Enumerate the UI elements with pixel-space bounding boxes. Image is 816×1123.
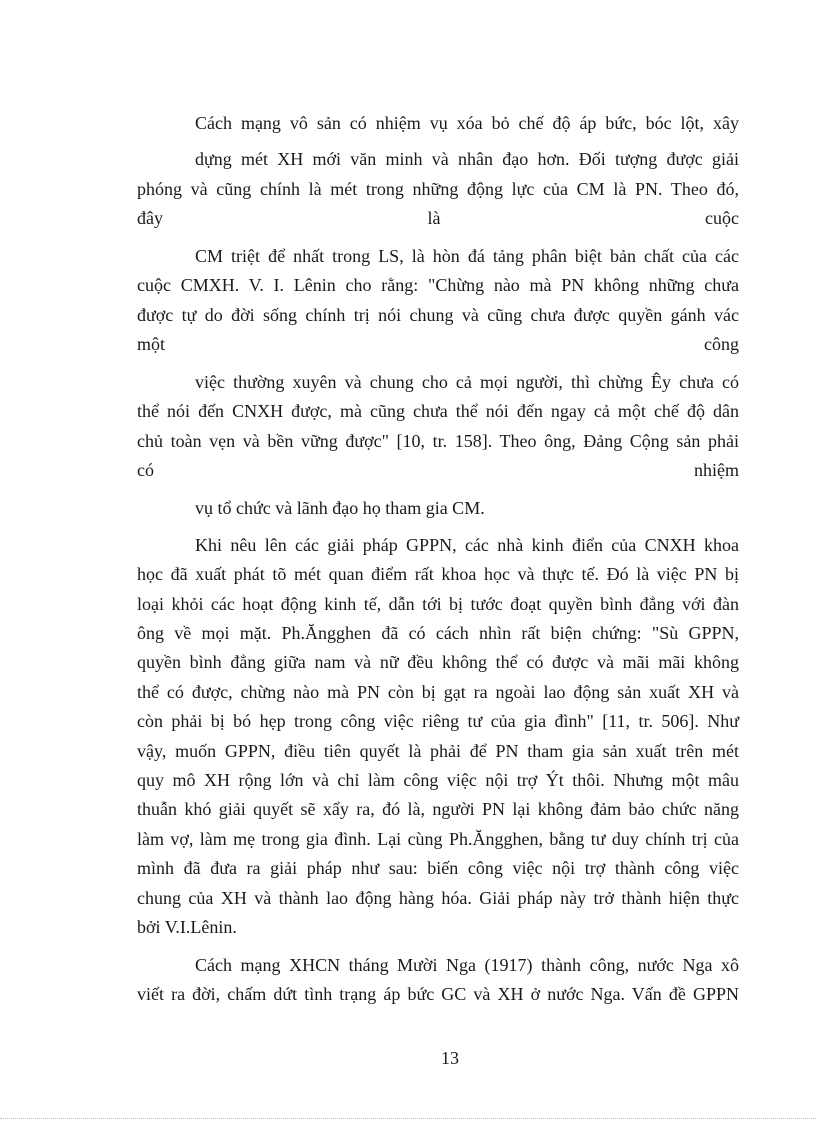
spread-line [137,206,739,230]
paragraph-line: việc thường xuyên và chung cho cả mọi người, thì chừng Êy chưa có [195,372,739,392]
paragraph-line: mình đã đưa ra giải pháp như sau: biến công việc nội trợ thành công việc [137,858,739,878]
paragraph-line: học đã xuất phát tõ mét quan điểm rất khoa học và thực tế. Đó là việc PN bị [137,564,739,584]
paragraph-line: cuộc CMXH. V. I. Lênin cho rằng: "Chừng nào mà PN không những chưa [137,275,739,295]
paragraph-line: chung của XH và thành lao động hàng hóa. Giải pháp này trở thành hiện thực [137,888,739,908]
spread-word: công [704,334,739,354]
spread-word: một [137,334,166,354]
paragraph-line: thể có được, chừng nào mà PN còn bị gạt ra ngoài lao động sản xuất XH và [137,682,739,702]
paragraph-line: dựng mét XH mới văn minh và nhân đạo hơn. Đối tượng được giải [195,149,739,169]
paragraph-line: vụ tổ chức và lãnh đạo họ tham gia CM. [195,498,485,518]
paragraph-line: phóng và cũng chính là mét trong những động lực của CM là PN. Theo đó, [137,179,739,199]
spread-word: là [427,208,441,228]
paragraph-line: thể nói đến CNXH được, mà cũng chưa thể nói đến ngay cả một chế độ dân [137,401,739,421]
paragraph-line: viết ra đời, chấm dứt tình trạng áp bức GC và XH ở nước Nga. Vấn đề GPPN [137,984,739,1004]
paragraph-line: chủ toàn vẹn và bền vững được" [10, tr. 158]. Theo ông, Đảng Cộng sản phải [137,431,739,451]
paragraph-line: Cách mạng vô sản có nhiệm vụ xóa bỏ chế độ áp bức, bóc lột, xây [195,113,739,133]
paragraph-line: Cách mạng XHCN tháng Mười Nga (1917) thành công, nước Nga xô [195,955,739,975]
paragraph-line: vậy, muốn GPPN, điều tiên quyết là phải để PN tham gia sản xuất trên mét [137,741,739,761]
paragraph-line: CM triệt để nhất trong LS, là hòn đá tảng phân biệt bản chất của các [195,246,739,266]
spread-word: có [137,460,154,480]
spread-word: nhiệm [694,460,739,480]
paragraph-line: bởi V.I.Lênin. [137,917,237,937]
spread-line [137,458,739,482]
spread-line [137,332,739,356]
paragraph-line: được tự do đời sống chính trị nói chung và cũng chưa được quyền gánh vác [137,305,739,325]
paragraph-line: làm vợ, làm mẹ trong gia đình. Lại cùng Ph.Ăngghen, bằng tư duy chính trị của [137,829,739,849]
paragraph-line: quy mô XH rộng lớn và chỉ làm công việc nội trợ Ýt thôi. Nhưng một mâu [137,770,739,790]
spread-word: đây [137,208,163,228]
paragraph-line: còn phải bị bó hẹp trong công việc riêng tư của gia đình" [11, tr. 506]. Như [137,711,739,731]
paragraph-line: Khi nêu lên các giải pháp GPPN, các nhà kinh điển của CNXH khoa [195,535,739,555]
paragraph-line: ông về mọi mặt. Ph.Ăngghen đã có cách nhìn rất biện chứng: "Sù GPPN, [137,623,739,643]
page-number: 13 [441,1048,459,1068]
paragraph-line: quyền bình đẳng giữa nam và nữ đều không thể có được và mãi mãi không [137,652,739,672]
spread-word: cuộc [705,208,739,228]
paragraph-line: thuẫn khó giải quyết sẽ xẩy ra, đó là, người PN lại không đảm bảo chức năng [137,799,739,819]
page-bottom-rule [0,1118,816,1119]
paragraph-line: loại khỏi các hoạt động kinh tế, dẫn tới bị tước đoạt quyền bình đẳng với đàn [137,594,739,614]
